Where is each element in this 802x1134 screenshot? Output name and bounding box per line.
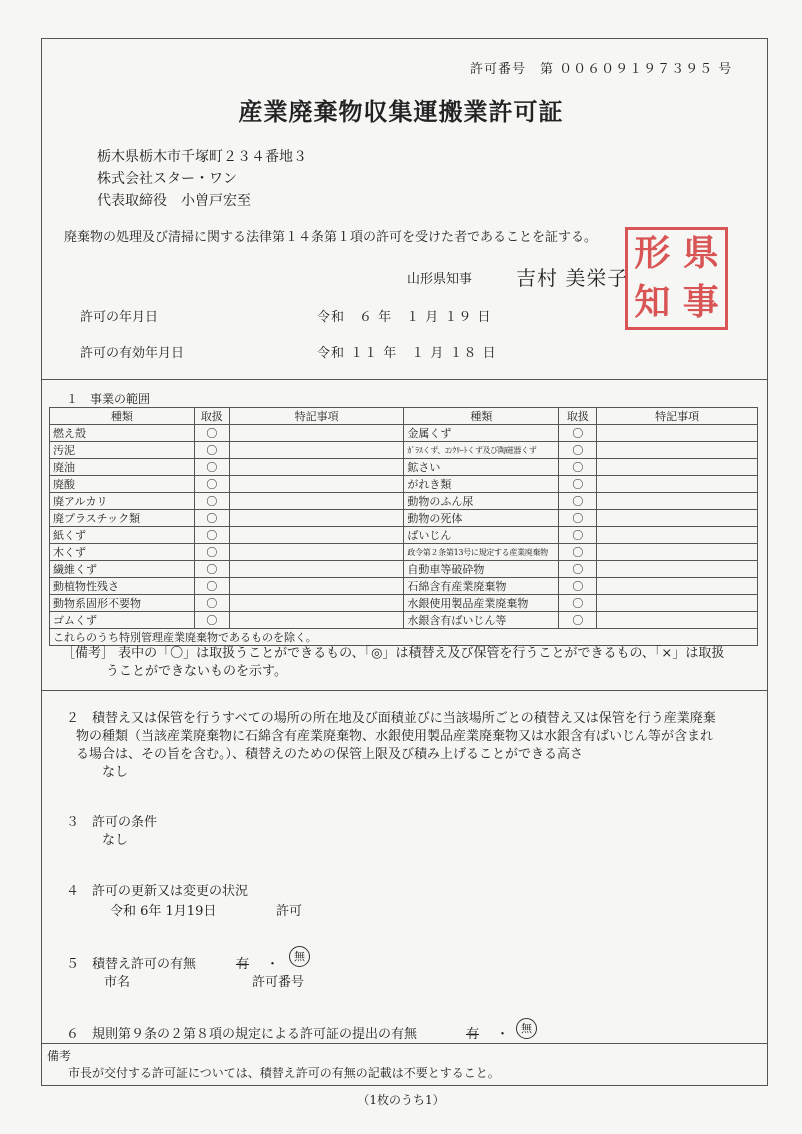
column-header: 取扱 — [559, 408, 597, 425]
table-row — [50, 544, 758, 561]
table-row — [50, 442, 758, 459]
handling-mark: 〇 — [559, 476, 597, 493]
scope-table — [49, 407, 758, 646]
waste-type-cell: 政令第２条第13号に規定する産業廃棄物 — [404, 544, 559, 561]
section2-value: なし — [102, 765, 129, 780]
special-notes-cell — [597, 493, 758, 510]
section3-heading: ３ 許可の条件 — [66, 815, 158, 830]
handling-mark: 〇 — [194, 612, 229, 629]
handling-mark: 〇 — [194, 510, 229, 527]
table-row — [50, 612, 758, 629]
handling-mark: 〇 — [194, 442, 229, 459]
section4-heading: ４ 許可の更新又は変更の状況 — [66, 884, 249, 899]
permit-date-label: 許可の年月日 — [80, 310, 159, 325]
special-notes-cell — [229, 544, 404, 561]
remarks-line-1: ［備考］ 表中の「〇」は取扱うことができるもの、「◎」は積替え及び保管を行うことができるもの、「×」は取扱 — [62, 646, 725, 661]
waste-type-cell: 廃油 — [50, 459, 195, 476]
table-row — [50, 595, 758, 612]
section2-line-3: る場合は、その旨を含む。）、積替えのための保管上限及び積み上げることができる高さ — [76, 747, 584, 762]
handling-mark: 〇 — [194, 561, 229, 578]
special-notes-cell — [597, 476, 758, 493]
handling-mark: 〇 — [559, 459, 597, 476]
special-notes-cell — [597, 527, 758, 544]
column-header: 特記事項 — [597, 408, 758, 425]
table-row — [50, 425, 758, 442]
waste-type-cell: 水銀使用製品産業廃棄物 — [404, 595, 559, 612]
waste-type-cell: 動植物性残さ — [50, 578, 195, 595]
handling-mark: 〇 — [194, 595, 229, 612]
seal-char: 県 — [682, 232, 719, 274]
special-notes-cell — [229, 459, 404, 476]
document-title: 産業廃棄物収集運搬業許可証 — [238, 97, 564, 126]
section5-option-yes: 有 — [236, 957, 250, 972]
special-notes-cell — [597, 561, 758, 578]
holder-company: 株式会社スター・ワン — [97, 171, 237, 187]
section5-permit-no-label: 許可番号 — [252, 975, 305, 990]
column-header: 特記事項 — [229, 408, 404, 425]
section-divider — [41, 690, 768, 691]
special-notes-cell — [229, 595, 404, 612]
handling-mark: 〇 — [559, 442, 597, 459]
table-row — [50, 527, 758, 544]
handling-mark: 〇 — [194, 544, 229, 561]
waste-type-cell: 汚泥 — [50, 442, 195, 459]
waste-type-cell: 水銀含有ばいじん等 — [404, 612, 559, 629]
seal-char: 形 — [634, 232, 671, 274]
handling-mark: 〇 — [559, 561, 597, 578]
scope-table-header — [50, 408, 758, 425]
page-indicator: （1枚のうち1） — [357, 1093, 445, 1107]
special-notes-cell — [229, 578, 404, 595]
holder-representative: 代表取締役 小曽戸宏至 — [97, 193, 251, 209]
waste-type-cell: 自動車等破砕物 — [404, 561, 559, 578]
special-notes-cell — [597, 595, 758, 612]
handling-mark: 〇 — [559, 612, 597, 629]
waste-type-cell: 動物のふん尿 — [404, 493, 559, 510]
official-seal — [625, 227, 728, 330]
section6-separator: ・ — [496, 1027, 510, 1042]
section6-option-no: 無 — [516, 1018, 537, 1039]
seal-char: 事 — [682, 280, 719, 323]
certification-text: 廃棄物の処理及び清掃に関する法律第１４条第１項の許可を受けた者であることを証する。 — [64, 230, 598, 245]
waste-type-cell: がれき類 — [404, 476, 559, 493]
scope-heading: １ 事業の範囲 — [66, 392, 151, 406]
issuer-name: 吉村 美栄子 — [516, 266, 629, 290]
handling-mark: 〇 — [559, 425, 597, 442]
seal-char: 知 — [634, 280, 671, 323]
special-notes-cell — [597, 544, 758, 561]
waste-type-cell: ばいじん — [404, 527, 559, 544]
special-notes-cell — [229, 527, 404, 544]
section2-line-2: 物の種類（当該産業廃棄物に石綿含有産業廃棄物、水銀使用製品産業廃棄物又は水銀含有ばいじん等が含まれ — [76, 729, 714, 744]
waste-type-cell: 石綿含有産業廃棄物 — [404, 578, 559, 595]
table-row — [50, 493, 758, 510]
special-notes-cell — [597, 510, 758, 527]
waste-type-cell: 金属くず — [404, 425, 559, 442]
column-header: 種類 — [404, 408, 559, 425]
waste-type-cell: 木くず — [50, 544, 195, 561]
waste-type-cell: 廃酸 — [50, 476, 195, 493]
section5-city-label: 市名 — [104, 975, 131, 990]
section2-line-1: ２ 積替え又は保管を行うすべての場所の所在地及び面積並びに当該場所ごとの積替え又は保管を行う産業廃棄 — [66, 711, 716, 726]
permit-date-value: 令和 ６ 年 １ 月 １９ 日 — [317, 310, 492, 325]
validity-value: 令和 １１ 年 １ 月 １８ 日 — [317, 346, 497, 361]
waste-type-cell: 動物系固形不要物 — [50, 595, 195, 612]
validity-label: 許可の有効年月日 — [80, 346, 185, 361]
waste-type-cell: ｶﾞﾗｽくず、ｺﾝｸﾘｰﾄくず及び陶磁器くず — [404, 442, 559, 459]
special-notes-cell — [229, 612, 404, 629]
handling-mark: 〇 — [559, 544, 597, 561]
waste-type-cell: 鉱さい — [404, 459, 559, 476]
special-notes-cell — [229, 425, 404, 442]
special-notes-cell — [597, 612, 758, 629]
special-notes-cell — [229, 442, 404, 459]
waste-type-cell: ゴムくず — [50, 612, 195, 629]
special-notes-cell — [229, 510, 404, 527]
handling-mark: 〇 — [559, 527, 597, 544]
section6-option-yes: 有 — [466, 1027, 480, 1042]
special-notes-cell — [597, 578, 758, 595]
holder-address: 栃木県栃木市千塚町２３４番地３ — [97, 149, 307, 165]
footnote-label: 備考 — [47, 1049, 72, 1063]
section5-heading: ５ 積替え許可の有無 — [66, 957, 197, 972]
section5-separator: ・ — [266, 957, 280, 972]
column-header: 種類 — [50, 408, 195, 425]
special-notes-cell — [597, 425, 758, 442]
section6-heading: ６ 規則第９条の２第８項の規定による許可証の提出の有無 — [66, 1027, 418, 1042]
waste-type-cell: 紙くず — [50, 527, 195, 544]
handling-mark: 〇 — [194, 459, 229, 476]
handling-mark: 〇 — [559, 578, 597, 595]
waste-type-cell: 廃アルカリ — [50, 493, 195, 510]
table-row — [50, 578, 758, 595]
exclusion-note: これらのうち特別管理産業廃棄物であるものを除く。 — [50, 629, 758, 646]
section-divider — [41, 379, 768, 380]
permit-number: 許可番号 第 ００６０９１９７３９５ 号 — [470, 62, 733, 77]
special-notes-cell — [597, 459, 758, 476]
waste-type-cell: 繊維くず — [50, 561, 195, 578]
waste-type-cell: 廃プラスチック類 — [50, 510, 195, 527]
section-divider — [41, 1043, 768, 1044]
handling-mark: 〇 — [559, 595, 597, 612]
handling-mark: 〇 — [194, 527, 229, 544]
handling-mark: 〇 — [194, 476, 229, 493]
special-notes-cell — [597, 442, 758, 459]
section4-status: 許可 — [276, 904, 303, 919]
special-notes-cell — [229, 561, 404, 578]
waste-type-cell: 燃え殻 — [50, 425, 195, 442]
table-row — [50, 459, 758, 476]
column-header: 取扱 — [194, 408, 229, 425]
handling-mark: 〇 — [194, 425, 229, 442]
waste-type-cell: 動物の死体 — [404, 510, 559, 527]
special-notes-cell — [229, 493, 404, 510]
section3-value: なし — [102, 833, 129, 848]
special-notes-cell — [229, 476, 404, 493]
issuer-title: 山形県知事 — [407, 272, 473, 287]
section5-option-no: 無 — [289, 946, 310, 967]
footnote-text: 市長が交付する許可証については、積替え許可の有無の記載は不要とすること。 — [68, 1066, 500, 1080]
table-row — [50, 561, 758, 578]
table-row — [50, 476, 758, 493]
handling-mark: 〇 — [194, 493, 229, 510]
handling-mark: 〇 — [559, 510, 597, 527]
section4-date: 令和 6年 1月19日 — [110, 904, 217, 919]
handling-mark: 〇 — [194, 578, 229, 595]
remarks-line-2: うことができないものを示す。 — [106, 664, 287, 679]
table-row — [50, 510, 758, 527]
handling-mark: 〇 — [559, 493, 597, 510]
